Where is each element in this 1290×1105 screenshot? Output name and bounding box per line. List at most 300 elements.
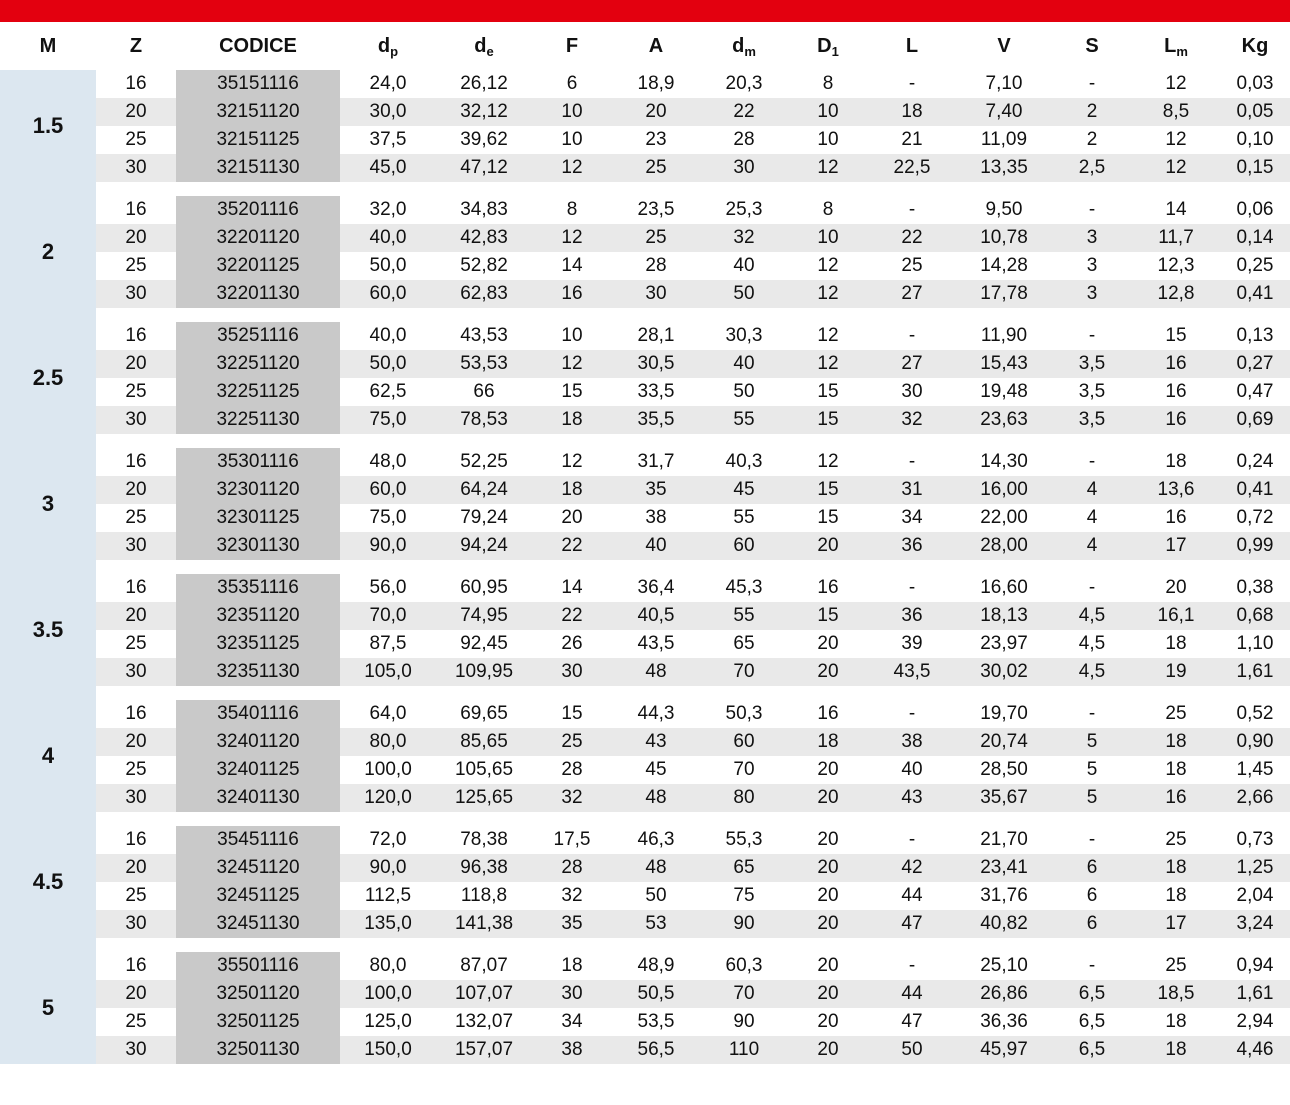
cell-s: 4	[1086, 507, 1098, 528]
cell-d1: 20	[788, 854, 868, 882]
cell-dm: 60	[700, 728, 788, 756]
cell-s: -	[1088, 451, 1096, 472]
table-header	[0, 22, 1290, 70]
spacer-cell	[340, 560, 436, 574]
cell-dm: 60,3	[725, 955, 763, 976]
table-row	[0, 980, 1290, 1008]
spacer-cell	[340, 938, 436, 952]
cell-kg: 0,06	[1236, 199, 1274, 220]
cell-z: 30	[96, 406, 176, 434]
spacer-cell	[1132, 938, 1220, 952]
col-header-m	[0, 22, 96, 70]
cell-v: 7,10	[985, 73, 1023, 94]
cell-l: -	[908, 325, 916, 346]
cell-v: 16,60	[980, 577, 1028, 598]
spacer-cell	[700, 434, 788, 448]
spacer-cell	[788, 308, 868, 322]
spacer-cell	[96, 560, 176, 574]
cell-d1: 20	[817, 633, 839, 654]
cell-f: 10	[532, 98, 612, 126]
cell-dp: 90,0	[340, 532, 436, 560]
cell-a: 23	[645, 129, 667, 150]
cell-lm: 12	[1132, 154, 1220, 182]
cell-dm: 50	[733, 381, 755, 402]
spacer-cell	[1220, 812, 1290, 826]
cell-f: 12	[532, 350, 612, 378]
cell-de: 118,8	[460, 885, 508, 906]
spacer-cell	[956, 182, 1052, 196]
cell-d1: 8	[822, 199, 834, 220]
cell-f: 28	[561, 759, 583, 780]
table-row	[0, 196, 1290, 224]
cell-dm: 50	[700, 280, 788, 308]
cell-s: 6	[1052, 854, 1132, 882]
table-row	[0, 784, 1290, 812]
cell-dm: 70	[700, 980, 788, 1008]
cell-dm: 70	[733, 759, 755, 780]
cell-dm: 40	[700, 350, 788, 378]
cell-f: 10	[561, 129, 583, 150]
spacer-cell	[532, 308, 612, 322]
cell-dp: 64,0	[369, 703, 407, 724]
cell-dm: 55	[700, 406, 788, 434]
spacer-cell	[532, 434, 612, 448]
cell-kg: 0,41	[1220, 280, 1290, 308]
spacer-cell	[700, 812, 788, 826]
cell-d1: 12	[788, 154, 868, 182]
cell-de: 39,62	[460, 129, 508, 150]
cell-s: 4,5	[1052, 658, 1132, 686]
cell-dp: 50,0	[369, 255, 407, 276]
cell-dp: 150,0	[340, 1036, 436, 1064]
cell-dm: 50,3	[725, 703, 763, 724]
cell-f: 8	[566, 199, 578, 220]
module-spacer-cell	[0, 686, 96, 700]
cell-de: 132,07	[454, 1011, 514, 1032]
cell-f: 20	[561, 507, 583, 528]
module-spacer-cell	[0, 308, 96, 322]
module-cell: 5	[0, 952, 96, 1064]
cell-dp: 45,0	[340, 154, 436, 182]
cell-l: 50	[868, 1036, 956, 1064]
cell-de: 87,07	[460, 955, 508, 976]
col-header-m-label: M	[39, 34, 57, 57]
cell-lm: 8,5	[1132, 98, 1220, 126]
spacer-cell	[436, 182, 532, 196]
cell-a: 30	[612, 280, 700, 308]
cell-a: 35,5	[612, 406, 700, 434]
cell-f: 17,5	[553, 829, 591, 850]
cell-dm: 90	[700, 910, 788, 938]
cell-codice: 32151125	[176, 126, 340, 154]
spacer-cell	[176, 686, 340, 700]
spacer-cell	[176, 434, 340, 448]
cell-l: 47	[901, 1011, 923, 1032]
col-header-f-label: F	[565, 34, 579, 57]
cell-de: 52,82	[460, 255, 508, 276]
cell-l: 43	[868, 784, 956, 812]
spacer-cell	[700, 560, 788, 574]
cell-z: 16	[125, 955, 147, 976]
table-row	[0, 826, 1290, 854]
cell-d1: 15	[817, 507, 839, 528]
spacer-cell	[1052, 560, 1132, 574]
spacer-cell	[1220, 938, 1290, 952]
table-row	[0, 630, 1290, 658]
cell-d1: 15	[788, 476, 868, 504]
cell-l: -	[908, 703, 916, 724]
cell-a: 48	[612, 784, 700, 812]
col-header-codice-label: CODICE	[219, 34, 297, 57]
cell-de: 85,65	[436, 728, 532, 756]
spacer-cell	[532, 812, 612, 826]
cell-v: 11,09	[980, 129, 1028, 150]
cell-l: 22	[868, 224, 956, 252]
cell-de: 78,53	[436, 406, 532, 434]
spacer-cell	[436, 434, 532, 448]
cell-z: 20	[96, 350, 176, 378]
cell-d1: 20	[788, 658, 868, 686]
col-header-dm-sub: m	[744, 43, 756, 59]
module-cell: 2	[0, 196, 96, 308]
cell-codice: 32451130	[176, 910, 340, 938]
cell-s: 6	[1086, 885, 1098, 906]
cell-kg: 1,61	[1220, 980, 1290, 1008]
cell-v: 23,41	[956, 854, 1052, 882]
cell-z: 30	[96, 154, 176, 182]
cell-dm: 110	[700, 1036, 788, 1064]
cell-f: 18	[561, 955, 583, 976]
cell-v: 13,35	[956, 154, 1052, 182]
spacer-cell	[788, 812, 868, 826]
spacer-cell	[612, 812, 700, 826]
cell-dp: 37,5	[369, 129, 407, 150]
cell-f: 14	[561, 577, 583, 598]
cell-l: -	[908, 577, 916, 598]
cell-kg: 0,99	[1220, 532, 1290, 560]
cell-l: 36	[868, 532, 956, 560]
cell-l: -	[908, 955, 916, 976]
cell-v: 28,00	[956, 532, 1052, 560]
spacer-cell	[176, 182, 340, 196]
cell-v: 18,13	[956, 602, 1052, 630]
cell-s: -	[1088, 829, 1096, 850]
spacer-cell	[436, 938, 532, 952]
cell-z: 30	[96, 280, 176, 308]
cell-z: 30	[96, 658, 176, 686]
col-header-s	[1052, 22, 1132, 70]
table-row	[0, 224, 1290, 252]
spacer-cell	[96, 686, 176, 700]
cell-z: 20	[96, 980, 176, 1008]
module-spacer-cell	[0, 560, 96, 574]
cell-dm: 65	[733, 633, 755, 654]
cell-de: 60,95	[460, 577, 508, 598]
cell-dp: 30,0	[340, 98, 436, 126]
table-row	[0, 882, 1290, 910]
cell-dm: 30	[700, 154, 788, 182]
cell-s: 6,5	[1052, 1036, 1132, 1064]
cell-kg: 0,72	[1236, 507, 1274, 528]
cell-l: -	[908, 199, 916, 220]
cell-l: 44	[901, 885, 923, 906]
spacer-cell	[176, 308, 340, 322]
cell-a: 48,9	[637, 955, 675, 976]
cell-dm: 40	[733, 255, 755, 276]
cell-kg: 0,52	[1236, 703, 1274, 724]
col-header-kg	[1220, 22, 1290, 70]
cell-lm: 11,7	[1132, 224, 1220, 252]
col-header-d1-label: D	[817, 34, 832, 57]
table-row	[0, 658, 1290, 686]
cell-f: 28	[532, 854, 612, 882]
cell-kg: 4,46	[1220, 1036, 1290, 1064]
cell-s: 3	[1052, 280, 1132, 308]
cell-v: 19,48	[980, 381, 1028, 402]
cell-l: 30	[901, 381, 923, 402]
cell-z: 16	[125, 577, 147, 598]
accent-bar	[0, 0, 1290, 22]
cell-v: 23,97	[980, 633, 1028, 654]
cell-lm: 18	[1132, 854, 1220, 882]
cell-d1: 20	[788, 784, 868, 812]
spacer-cell	[612, 686, 700, 700]
cell-l: -	[908, 829, 916, 850]
cell-v: 16,00	[956, 476, 1052, 504]
col-header-l	[868, 22, 956, 70]
spacer-cell	[700, 182, 788, 196]
cell-f: 32	[532, 784, 612, 812]
spacer-cell	[956, 812, 1052, 826]
cell-codice: 32451125	[176, 882, 340, 910]
cell-l: 21	[901, 129, 923, 150]
specification-table	[0, 22, 1290, 1064]
table-row	[0, 280, 1290, 308]
cell-de: 105,65	[454, 759, 514, 780]
module-spacer-cell	[0, 182, 96, 196]
cell-lm: 16	[1165, 507, 1187, 528]
cell-l: -	[908, 73, 916, 94]
cell-codice: 35501116	[176, 952, 340, 980]
col-header-lm-sub: m	[1176, 43, 1188, 59]
cell-l: 44	[868, 980, 956, 1008]
cell-kg: 1,45	[1236, 759, 1274, 780]
spacer-cell	[1220, 308, 1290, 322]
cell-kg: 0,38	[1236, 577, 1274, 598]
cell-codice: 32251125	[176, 378, 340, 406]
cell-dm: 70	[700, 658, 788, 686]
spacer-cell	[340, 434, 436, 448]
cell-dm: 90	[733, 1011, 755, 1032]
spacer-cell	[1132, 812, 1220, 826]
cell-f: 12	[532, 224, 612, 252]
spacer-cell	[1132, 560, 1220, 574]
cell-dm: 55	[733, 507, 755, 528]
table-row	[0, 448, 1290, 476]
cell-d1: 15	[817, 381, 839, 402]
cell-l: 36	[868, 602, 956, 630]
cell-a: 43,5	[637, 633, 675, 654]
cell-a: 36,4	[637, 577, 675, 598]
spacer-cell	[956, 434, 1052, 448]
cell-z: 25	[125, 129, 147, 150]
cell-dp: 70,0	[340, 602, 436, 630]
cell-d1: 20	[817, 759, 839, 780]
table-row	[0, 504, 1290, 532]
cell-s: 4	[1052, 476, 1132, 504]
spacer-cell	[1220, 182, 1290, 196]
table-row	[0, 154, 1290, 182]
spacer-cell	[956, 938, 1052, 952]
col-header-kg-label: Kg	[1241, 34, 1269, 57]
header-row	[0, 22, 1290, 70]
cell-z: 30	[96, 532, 176, 560]
spacer-cell	[1220, 560, 1290, 574]
cell-kg: 2,66	[1220, 784, 1290, 812]
cell-codice: 32251120	[176, 350, 340, 378]
cell-dm: 60	[700, 532, 788, 560]
col-header-dp-sub: p	[390, 43, 399, 59]
cell-v: 35,67	[956, 784, 1052, 812]
table-row	[0, 854, 1290, 882]
table-row	[0, 532, 1290, 560]
spacer-cell	[1220, 434, 1290, 448]
spacer-cell	[1052, 434, 1132, 448]
table-row	[0, 602, 1290, 630]
cell-lm: 16	[1132, 784, 1220, 812]
spacer-cell	[700, 686, 788, 700]
cell-dp: 112,5	[364, 885, 412, 906]
spacer-cell	[532, 182, 612, 196]
cell-v: 45,97	[956, 1036, 1052, 1064]
cell-v: 40,82	[956, 910, 1052, 938]
cell-a: 23,5	[637, 199, 675, 220]
col-header-dm-label: d	[732, 34, 745, 57]
cell-f: 30	[532, 980, 612, 1008]
cell-dp: 40,0	[369, 325, 407, 346]
cell-l: 31	[868, 476, 956, 504]
spacer-cell	[956, 560, 1052, 574]
table-row	[0, 700, 1290, 728]
col-header-dp	[340, 22, 436, 70]
module-cell: 4	[0, 700, 96, 812]
cell-codice: 35451116	[176, 826, 340, 854]
cell-f: 16	[532, 280, 612, 308]
cell-a: 18,9	[637, 73, 675, 94]
cell-a: 25	[612, 224, 700, 252]
cell-de: 109,95	[436, 658, 532, 686]
cell-a: 40	[612, 532, 700, 560]
cell-de: 26,12	[460, 73, 508, 94]
cell-l: 42	[868, 854, 956, 882]
col-header-lm	[1132, 22, 1220, 70]
cell-z: 20	[96, 224, 176, 252]
cell-codice: 35151116	[176, 70, 340, 98]
cell-a: 48	[612, 854, 700, 882]
cell-kg: 3,24	[1220, 910, 1290, 938]
cell-dm: 28	[733, 129, 755, 150]
cell-codice: 35201116	[176, 196, 340, 224]
cell-kg: 0,24	[1236, 451, 1274, 472]
spacer-cell	[700, 938, 788, 952]
cell-lm: 12,3	[1157, 255, 1195, 276]
spacer-cell	[868, 686, 956, 700]
cell-z: 30	[96, 910, 176, 938]
cell-z: 16	[125, 451, 147, 472]
cell-dm: 20,3	[725, 73, 763, 94]
col-header-de	[436, 22, 532, 70]
cell-lm: 17	[1132, 910, 1220, 938]
cell-v: 28,50	[980, 759, 1028, 780]
cell-v: 31,76	[980, 885, 1028, 906]
cell-f: 10	[561, 325, 583, 346]
cell-codice: 32301125	[176, 504, 340, 532]
spacer-cell	[868, 434, 956, 448]
spacer-cell	[436, 560, 532, 574]
spacer-cell	[788, 686, 868, 700]
group-separator	[0, 434, 1290, 448]
cell-dm: 45	[700, 476, 788, 504]
cell-kg: 0,27	[1220, 350, 1290, 378]
cell-f: 18	[532, 406, 612, 434]
cell-z: 16	[125, 199, 147, 220]
cell-kg: 2,04	[1236, 885, 1274, 906]
table-row	[0, 252, 1290, 280]
cell-dp: 120,0	[340, 784, 436, 812]
cell-de: 66	[473, 381, 495, 402]
cell-v: 11,90	[980, 325, 1028, 346]
cell-z: 30	[96, 1036, 176, 1064]
cell-dp: 125,0	[364, 1011, 412, 1032]
cell-l: 25	[901, 255, 923, 276]
cell-lm: 25	[1165, 703, 1187, 724]
cell-kg: 0,69	[1220, 406, 1290, 434]
cell-d1: 20	[817, 885, 839, 906]
cell-lm: 14	[1165, 199, 1187, 220]
cell-s: -	[1088, 73, 1096, 94]
col-header-a	[612, 22, 700, 70]
cell-s: 3	[1086, 255, 1098, 276]
cell-z: 25	[125, 381, 147, 402]
spacer-cell	[436, 308, 532, 322]
cell-a: 44,3	[637, 703, 675, 724]
cell-dm: 40,3	[725, 451, 763, 472]
cell-dp: 105,0	[340, 658, 436, 686]
cell-f: 26	[561, 633, 583, 654]
spacer-cell	[956, 686, 1052, 700]
cell-d1: 12	[817, 325, 839, 346]
spacer-cell	[532, 686, 612, 700]
spacer-cell	[176, 560, 340, 574]
spacer-cell	[96, 308, 176, 322]
spacer-cell	[868, 560, 956, 574]
cell-l: 47	[868, 910, 956, 938]
cell-lm: 16	[1132, 350, 1220, 378]
module-cell: 3.5	[0, 574, 96, 686]
cell-kg: 0,10	[1236, 129, 1274, 150]
cell-z: 20	[96, 476, 176, 504]
module-cell: 3	[0, 448, 96, 560]
cell-kg: 0,41	[1220, 476, 1290, 504]
spacer-cell	[612, 434, 700, 448]
cell-f: 34	[561, 1011, 583, 1032]
cell-dm: 55,3	[725, 829, 763, 850]
cell-kg: 0,94	[1236, 955, 1274, 976]
cell-lm: 12	[1165, 73, 1187, 94]
cell-d1: 15	[788, 602, 868, 630]
cell-l: 27	[868, 280, 956, 308]
cell-dp: 100,0	[340, 980, 436, 1008]
